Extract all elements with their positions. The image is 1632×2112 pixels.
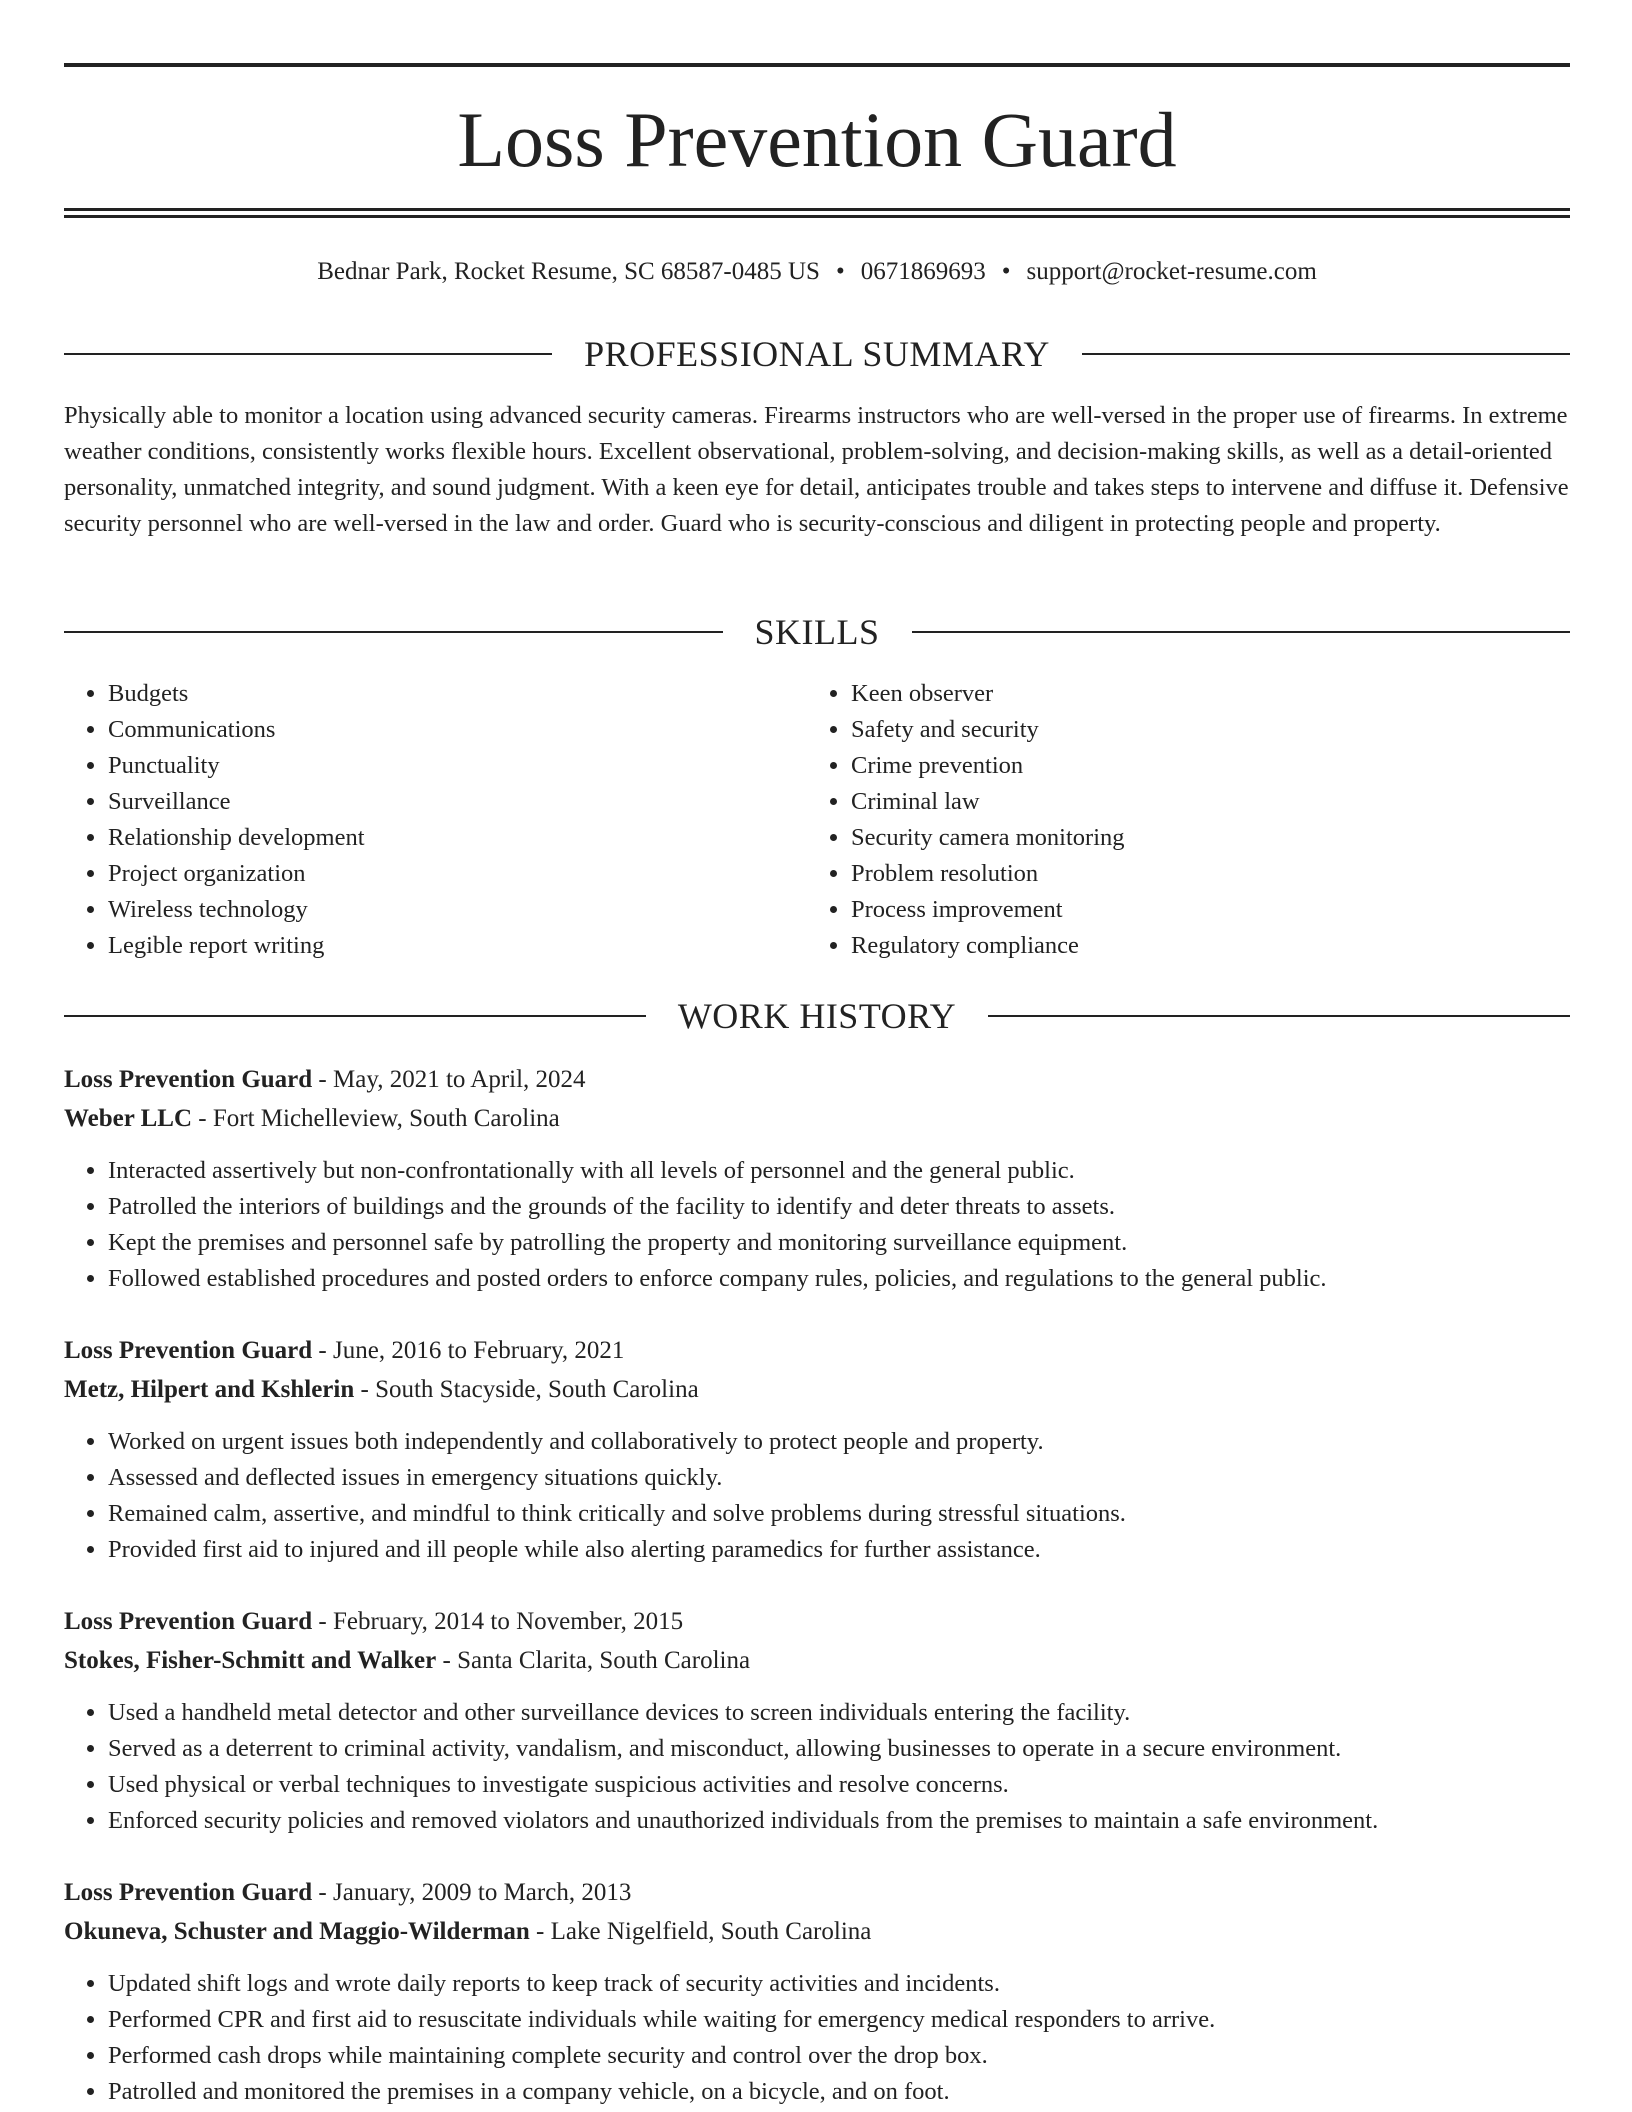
heading-rule-left bbox=[64, 631, 723, 633]
job-bullet: • Used physical or verbal techniques to investigate suspicious activities and resolve concerns. bbox=[108, 1767, 1570, 1803]
heading-rule-right bbox=[912, 631, 1571, 633]
job-company-line bbox=[64, 1914, 1570, 1950]
job-bullet: • Assessed and deflected issues in emergency situations quickly. bbox=[108, 1460, 1570, 1496]
job-bullet: • Patrolled the interiors of buildings and the grounds of the facility to identify and deter threats to assets. bbox=[108, 1189, 1570, 1225]
skill-item: • Regulatory compliance bbox=[851, 928, 1550, 964]
job-bullets bbox=[64, 1966, 1570, 2110]
contact-separator: • bbox=[835, 258, 845, 285]
skill-item: • Legible report writing bbox=[108, 928, 807, 964]
skill-item: • Problem resolution bbox=[851, 856, 1550, 892]
job-entry bbox=[64, 1062, 1570, 1297]
contact-line bbox=[64, 252, 1570, 292]
job-bullet: • Performed cash drops while maintaining complete security and control over the drop box. bbox=[108, 2038, 1570, 2074]
skills-heading-text: SKILLS bbox=[754, 612, 880, 652]
job-bullets bbox=[64, 1695, 1570, 1839]
job-bullet: • Patrolled and monitored the premises in a company vehicle, on a bicycle, and on foot. bbox=[108, 2074, 1570, 2110]
job-company-line bbox=[64, 1372, 1570, 1408]
skill-item: • Wireless technology bbox=[108, 892, 807, 928]
skill-item: • Project organization bbox=[108, 856, 807, 892]
job-dates: - May, 2021 to April, 2024 bbox=[312, 1066, 586, 1093]
skill-item: • Communications bbox=[108, 712, 807, 748]
summary-heading-text: PROFESSIONAL SUMMARY bbox=[584, 334, 1050, 374]
skills-column-left bbox=[64, 676, 807, 964]
job-entry bbox=[64, 1875, 1570, 2110]
job-company: Metz, Hilpert and Kshlerin bbox=[64, 1376, 355, 1403]
top-rule bbox=[64, 63, 1570, 67]
job-company: Stokes, Fisher-Schmitt and Walker bbox=[64, 1647, 437, 1674]
job-bullet: • Provided first aid to injured and ill people while also alerting paramedics for further assistance. bbox=[108, 1532, 1570, 1568]
summary-text: Physically able to monitor a location using advanced security cameras. Firearms instructors who are well-versed in the proper use of firearms. In extreme weather conditions, consistently works flexible hours. Excellent observational, problem-solving, and decision-making skills, as well as a detail-oriented personality, unmatched integrity, and sound judgment. With a keen eye for detail, anticipates trouble and takes steps to intervene and diffuse it. Defensive security personnel who are well-versed in the law and order. Guard who is security-conscious and diligent in protecting people and property. bbox=[64, 402, 1569, 537]
heading-rule-left bbox=[64, 1015, 646, 1017]
job-location: - Lake Nigelfield, South Carolina bbox=[529, 1918, 872, 1945]
job-bullet: • Used a handheld metal detector and other surveillance devices to screen individuals entering the facility. bbox=[108, 1695, 1570, 1731]
summary-heading bbox=[64, 332, 1570, 376]
job-title: Loss Prevention Guard bbox=[64, 1337, 313, 1364]
job-location: - Fort Michelleview, South Carolina bbox=[192, 1105, 560, 1132]
skill-item: • Keen observer bbox=[851, 676, 1550, 712]
heading-rule-right bbox=[1082, 353, 1570, 355]
job-dates: - January, 2009 to March, 2013 bbox=[312, 1879, 632, 1906]
job-bullets bbox=[64, 1424, 1570, 1568]
job-title-line bbox=[64, 1875, 1570, 1911]
job-bullet: • Performed CPR and first aid to resuscitate individuals while waiting for emergency medical responders to arrive. bbox=[108, 2002, 1570, 2038]
skill-item: • Process improvement bbox=[851, 892, 1550, 928]
job-dates: - February, 2014 to November, 2015 bbox=[312, 1608, 684, 1635]
skills-list bbox=[64, 676, 1570, 964]
heading-rule-left bbox=[64, 353, 552, 355]
skill-item: • Punctuality bbox=[108, 748, 807, 784]
contact-separator: • bbox=[1001, 258, 1011, 285]
job-location: - Santa Clarita, South Carolina bbox=[436, 1647, 751, 1674]
work-heading-text: WORK HISTORY bbox=[677, 996, 957, 1036]
job-bullet: • Interacted assertively but non-confrontationally with all levels of personnel and the general public. bbox=[108, 1153, 1570, 1189]
job-bullet: • Worked on urgent issues both independently and collaboratively to protect people and property. bbox=[108, 1424, 1570, 1460]
contact-address: Bednar Park, Rocket Resume, SC 68587-0485 US bbox=[317, 258, 820, 285]
contact-phone: 0671869693 bbox=[860, 258, 986, 285]
candidate-name: Loss Prevention Guard bbox=[457, 96, 1177, 183]
work-heading bbox=[64, 994, 1570, 1038]
job-bullet: • Remained calm, assertive, and mindful to think critically and solve problems during stressful situations. bbox=[108, 1496, 1570, 1532]
skill-item: • Surveillance bbox=[108, 784, 807, 820]
double-rule bbox=[64, 208, 1570, 218]
job-dates: - June, 2016 to February, 2021 bbox=[312, 1337, 625, 1364]
job-company: Okuneva, Schuster and Maggio-Wilderman bbox=[64, 1918, 530, 1945]
job-bullets bbox=[64, 1153, 1570, 1297]
job-entry bbox=[64, 1604, 1570, 1839]
skills-column-right bbox=[807, 676, 1550, 964]
skill-item: • Budgets bbox=[108, 676, 807, 712]
job-title-line bbox=[64, 1604, 1570, 1640]
job-location: - South Stacyside, South Carolina bbox=[354, 1376, 699, 1403]
job-bullet: • Served as a deterrent to criminal activity, vandalism, and misconduct, allowing businesses to operate in a secure environment. bbox=[108, 1731, 1570, 1767]
skill-item: • Criminal law bbox=[851, 784, 1550, 820]
job-company: Weber LLC bbox=[64, 1105, 193, 1132]
contact-email: support@rocket-resume.com bbox=[1026, 258, 1317, 285]
heading-rule-right bbox=[988, 1015, 1570, 1017]
job-title-line bbox=[64, 1062, 1570, 1098]
job-company-line bbox=[64, 1643, 1570, 1679]
job-bullet: • Updated shift logs and wrote daily reports to keep track of security activities and incidents. bbox=[108, 1966, 1570, 2002]
job-bullet: • Followed established procedures and posted orders to enforce company rules, policies, and regulations to the general public. bbox=[108, 1261, 1570, 1297]
job-bullet: • Enforced security policies and removed violators and unauthorized individuals from the premises to maintain a safe environment. bbox=[108, 1803, 1570, 1839]
skills-heading bbox=[64, 610, 1570, 654]
job-title: Loss Prevention Guard bbox=[64, 1066, 313, 1093]
job-entry bbox=[64, 1333, 1570, 1568]
skill-item: • Relationship development bbox=[108, 820, 807, 856]
skill-item: • Safety and security bbox=[851, 712, 1550, 748]
job-title: Loss Prevention Guard bbox=[64, 1879, 313, 1906]
job-title: Loss Prevention Guard bbox=[64, 1608, 313, 1635]
job-title-line bbox=[64, 1333, 1570, 1369]
skill-item: • Security camera monitoring bbox=[851, 820, 1550, 856]
job-company-line bbox=[64, 1101, 1570, 1137]
skill-item: • Crime prevention bbox=[851, 748, 1550, 784]
job-bullet: • Kept the premises and personnel safe by patrolling the property and monitoring surveillance equipment. bbox=[108, 1225, 1570, 1261]
